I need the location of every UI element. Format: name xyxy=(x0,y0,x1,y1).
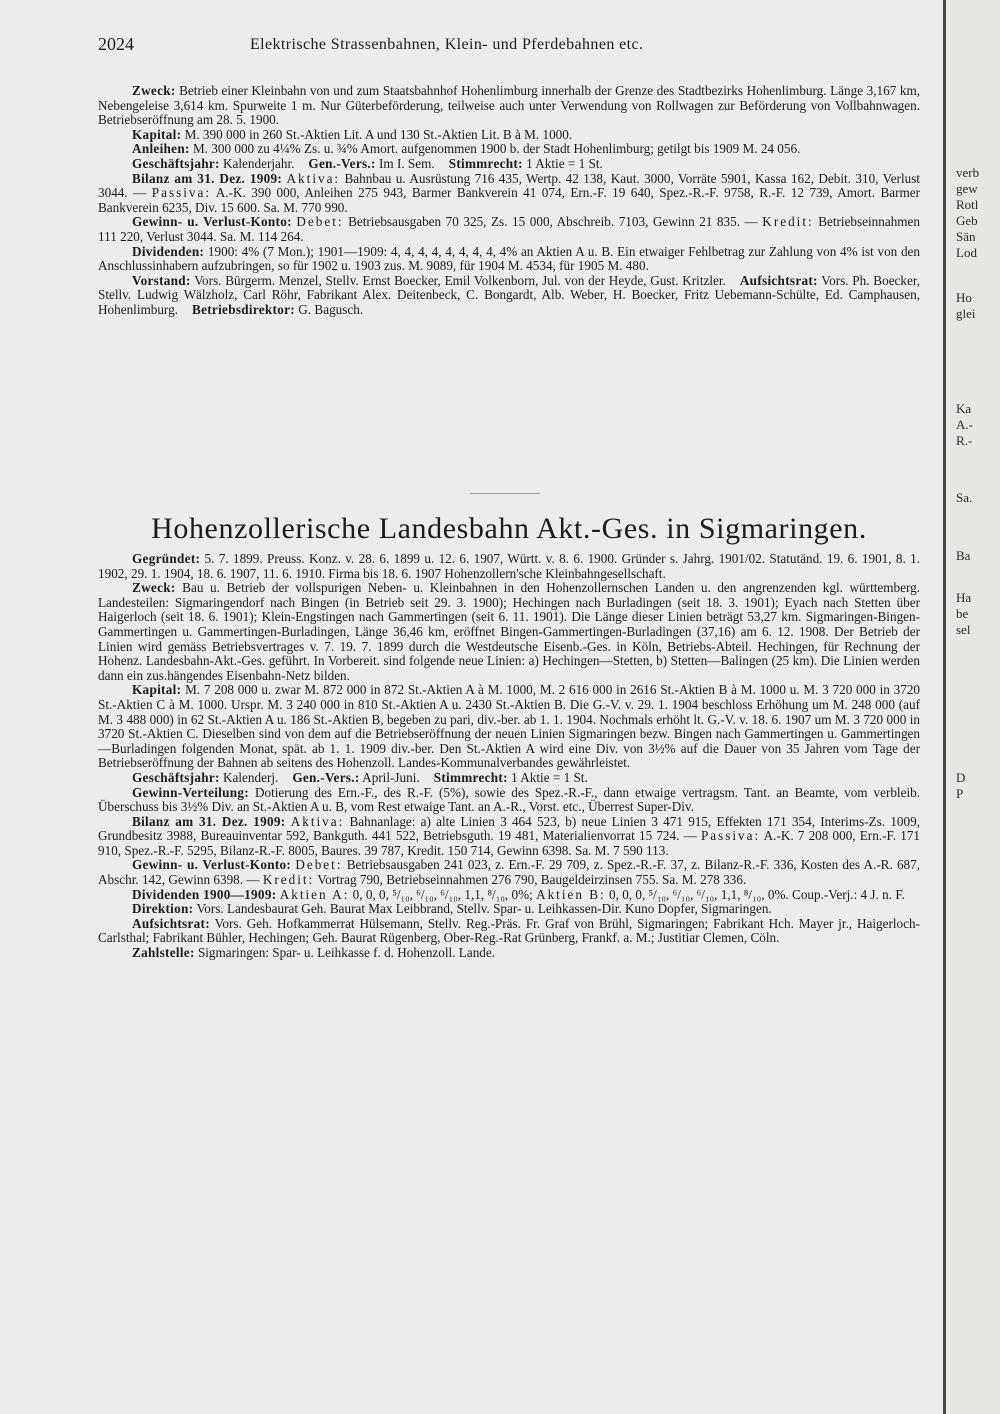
debet-label: Debet: xyxy=(296,214,344,230)
adjacent-fragment: sel xyxy=(956,622,971,637)
adjacent-fragment: R.- xyxy=(956,433,973,448)
text: 0, 0, 0, ⁵/₁₀, ⁶/₁₀, ⁶/₁₀, 1,1, ⁸/₁₀, 0%; xyxy=(352,886,533,902)
company2-zahlstelle xyxy=(98,946,920,961)
adjacent-fragment: glei xyxy=(956,306,976,321)
page-number: 2024 xyxy=(98,34,134,54)
text: 0, 0, 0, ⁵/₁₀, ⁶/₁₀, ⁶/₁₀, 1,1, ⁸/₁₀, 0%. Coup.-Verj.: 4 J. n. F. xyxy=(609,886,905,902)
adjacent-fragment: verb xyxy=(956,165,980,180)
running-title: Elektrische Strassenbahnen, Klein- und Pferdebahnen etc. xyxy=(250,36,644,53)
label: Aufsichtsrat: xyxy=(739,272,818,288)
adjacent-fragment: P xyxy=(956,786,964,801)
text: 5. 7. 1899. Preuss. Konz. v. 28. 6. 1899 u. 12. 6. 1907, Württ. v. 8. 6. 1900. Gründer s. Jahrg. 1901/02. Statutänd. 19. 6. 1901, 8. 1. 1902, 29. 1. 1904, 18. 6. 1907, 11. 6. 1910. Firma bis 18. 6. 1907 Hohenzollern'sche Kleinbahngesellschaft. xyxy=(98,551,921,581)
adjacent-fragment: Ba xyxy=(956,548,971,563)
text: Bahnanlage: a) alte Linien 3 464 523, b) neue Linien 3 471 915, Effekten 171 354, Interims-Zs. 1009, Grundbesitz 3988, Bureauinventar 592, Bankguth. 441 522, Betriebsguth. 19 481, Materialienvorrat 15 724. — xyxy=(98,813,921,844)
company1-entry xyxy=(98,84,920,318)
label: Gegründet: xyxy=(132,551,201,566)
text: M. 7 208 000 u. zwar M. 872 000 in 872 St.-Aktien A à M. 1000, M. 2 616 000 in 2616 St.-Aktien B à M. 1000 u. M. 3 720 000 in 3720 St.-Aktien C à M. 1000. Urspr. M. 3 240 000 in 810 St.-Aktien A u. 2430 St.-Aktien B. Die G.-V. v. 29. 1. 1904 beschloss Erhöhung um M. 248 000 (auf M. 3 488 000) in 62 St.-Aktien A u. 186 St.-Aktien B, begeben zu pari, div.-ber. ab 1. 1. 1904. Nochmals erhöht lt. G.-V. v. 18. 6. 1907 um M. 3 720 000 in 3720 St.-Aktien C. Dieselben sind von dem auf die Betriebseröffnung der neuen Linien Sigmaringen bezw. Bingen nach Gammertingen u. Gammertingen—Burladingen folgenden Monat, spät. ab 1. 1. 1909 div.-ber. Den St.-Aktien A wird eine Div. von 3½% auf die Dauer von 35 Jahren vom Tage der Betriebseröffnung der Bahnen ab seitens des Hohenzoll. Landes-Kommunalverbandes gewährleistet. xyxy=(98,682,921,771)
adjacent-fragment: A.- xyxy=(956,417,973,432)
aktien-a-label: Aktien A: xyxy=(279,886,350,902)
company-heading: Hohenzollerische Landesbahn Akt.-Ges. in Sigmaringen. xyxy=(151,512,867,545)
debet-label: Debet: xyxy=(295,857,343,873)
text: Vors. Landesbaurat Geh. Baurat Max Leibbrand, Stellv. Spar- u. Leihkassen-Dir. Kuno Dopfer, Sigmaringen. xyxy=(196,901,772,917)
adjacent-fragment: Geb xyxy=(956,213,978,228)
page-gutter xyxy=(943,0,946,1414)
company1-guv xyxy=(98,215,920,244)
label: Direktion: xyxy=(132,901,194,917)
text: 1 Aktie = 1 St. xyxy=(526,155,603,171)
company1-vorstand xyxy=(98,274,920,318)
text: Im I. Sem. xyxy=(379,155,435,171)
aktien-b-label: Aktien B: xyxy=(536,886,606,902)
running-header xyxy=(98,34,918,58)
text: A.-K. 7 208 000, Ern.-F. 171 910, Spez.-R.-F. 5295, Bilanz-R.-F. 8005, Baures. 39 787, Kredit. 150 714, Gewinn 6398. Sa. M. 7 590 113. xyxy=(98,828,921,858)
kredit-label: Kredit: xyxy=(262,872,315,888)
text: Bahnbau u. Ausrüstung 716 435, Wertp. 42 138, Kaut. 3000, Vorräte 5901, Kassa 162, Debit. 310, Verlust 3044. — xyxy=(98,170,921,201)
text: Vortrag 790, Betriebseinnahmen 276 790, Baugeldeirzinsen 755. Sa. M. 278 336. xyxy=(317,872,747,888)
company2-bilanz xyxy=(98,815,920,859)
label: Gen.-Vers.: xyxy=(292,769,360,785)
text: Betrieb einer Kleinbahn von und zum Staatsbahnhof Hohenlimburg innerhalb der Grenze des Stadtbezirks Hohenlimburg. Länge 3,167 km, Nebengeleise 3,614 km. Spurweite 1 m. Nur Güterbeförderung, teilweise auch unter Verwendung von Rollwagen zur Beförderung von Vollbahnwagen. Betriebseröffnung am 28. 5. 1900. xyxy=(98,83,920,128)
label: Zweck: xyxy=(132,580,176,596)
text: Betriebsausgaben 70 325, Zs. 15 000, Abschreib. 7103, Gewinn 21 835. — xyxy=(348,214,758,230)
text: Sigmaringen: Spar- u. Leihkasse f. d. Hohenzoll. Lande. xyxy=(197,945,496,961)
text: 1 Aktie = 1 St. xyxy=(511,769,588,785)
passiva-label: Passiva: xyxy=(151,185,212,201)
text: 1900: 4% (7 Mon.); 1901—1909: 4, 4, 4, 4, 4, 4, 4, 4, 4% an Aktien A u. B. Ein etwaiger Fehlbetrag zur Zahlung von 4% ist von den Anschlussinhabern aufzubringen, so für 1902 u. 1903 zus. M. 9089, für 1904 M. 4534, für 1905 M. 480. xyxy=(98,243,921,274)
text: Vors. Geh. Hofkammerrat Hülsemann, Stellv. Reg.-Präs. Fr. Graf von Brühl, Sigmaringen; Fabrikant Hch. Mayer jr., Haigerloch-Carlsthal; Fabrikant Bühler, Hechingen; Geh. Baurat Rügenberg, Ober-Reg.-Rat Grünberg, Frankf. a. M.; Justitiar Clemen, Cöln. xyxy=(98,915,920,946)
text: A.-K. 390 000, Anleihen 275 943, Barmer Bankverein 41 074, Ern.-F. 19 640, Spez.-R.-F. 9758, R.-F. 12 739, Amort. Barmer Bankverein 6235, Div. 15 600. Sa. M. 770 990. xyxy=(98,185,920,215)
text: Kalenderjahr. xyxy=(223,155,295,171)
label: Dividenden 1900—1909: xyxy=(132,886,277,902)
company2-gegruendet xyxy=(98,552,920,581)
label: Betriebsdirektor: xyxy=(191,301,295,317)
text: Vors. Ph. Boecker, Stellv. Ludwig Wälzholz, Carl Röhr, Fabrikant Alex. Deitenbeck, C. Bongardt, Alb. Weber, H. Boecker, Fritz Uebemann-Schülte, Ed. Camphausen, Hohenlimburg. xyxy=(98,272,921,317)
adjacent-fragment: Lod xyxy=(956,245,977,260)
adjacent-fragment: Sa. xyxy=(956,490,973,505)
label: Bilanz am 31. Dez. 1909: xyxy=(132,170,283,186)
label: Kapital: xyxy=(132,682,182,698)
label: Geschäftsjahr: xyxy=(132,769,220,785)
label: Vorstand: xyxy=(132,272,191,288)
label: Zweck: xyxy=(132,83,176,98)
text: Dotierung des Ern.-F., des R.-F. (5%), sowie des Spez.-R.-F., dann etwaige vertragsm. Tant. an Beamte, vom verbleib. Überschuss bis 3½% Div. an St.-Aktien A u. B, vom Rest etwaige Tant. an A.-R., Vorst. etc., Überrest Super-Div. xyxy=(98,784,920,815)
label: Aufsichtsrat: xyxy=(132,915,210,931)
text: Kalenderj. xyxy=(223,769,279,785)
company1-dividenden xyxy=(98,245,920,274)
company1-anleihen xyxy=(98,142,920,157)
adjacent-fragment: gew xyxy=(956,181,978,196)
text: G. Bagusch. xyxy=(298,301,364,317)
text: M. 390 000 in 260 St.-Aktien Lit. A und 130 St.-Aktien Lit. B à M. 1000. xyxy=(184,126,573,142)
adjacent-page-edge xyxy=(950,0,1000,1414)
label: Stimmrecht: xyxy=(433,769,508,785)
adjacent-fragment: Rotl xyxy=(956,197,979,212)
kredit-label: Kredit: xyxy=(762,214,814,230)
company2-dividenden xyxy=(98,888,920,903)
label: Stimmrecht: xyxy=(448,155,523,171)
text: Vors. Bürgerm. Menzel, Stellv. Ernst Boecker, Emil Volkenborn, Jul. von der Heyde, Gust. Kritzler. xyxy=(194,272,726,288)
company2-zweck xyxy=(98,581,920,683)
label: Geschäftsjahr: xyxy=(132,155,220,171)
company2-meta xyxy=(98,771,920,786)
company2-gewinnverteilung xyxy=(98,786,920,815)
label: Kapital: xyxy=(132,126,182,142)
company2-kapital xyxy=(98,683,920,771)
label: Bilanz am 31. Dez. 1909: xyxy=(132,813,286,829)
aktiva-label: Aktiva: xyxy=(290,813,345,829)
company1-bilanz xyxy=(98,172,920,216)
adjacent-fragment: be xyxy=(956,606,969,621)
adjacent-fragment: Ho xyxy=(956,290,972,305)
company2-direktion xyxy=(98,902,920,917)
company1-kapital xyxy=(98,128,920,143)
label: Gewinn-Verteilung: xyxy=(132,784,250,800)
text: Betriebsausgaben 241 023, z. Ern.-F. 29 709, z. Spez.-R.-F. 37, z. Bilanz-R.-F. 336, Kosten des A.-R. 687, Abschr. 142, Gewinn 6398. — xyxy=(98,857,921,888)
company2-aufsichtsrat xyxy=(98,917,920,946)
adjacent-fragment: Ka xyxy=(956,401,972,416)
aktiva-label: Aktiva: xyxy=(286,170,341,186)
text: Bau u. Betrieb der vollspurigen Neben- u. Kleinbahnen in den Hohenzollernschen Landen u. den angrenzenden kgl. württemberg. Landesteilen: Sigmaringendorf nach Bingen (in Betrieb seit 29. 3. 1900); Hechingen nach Burladingen (seit 18. 3. 1901); Eyach nach Stetten über Haigerloch (seit 18. 6. 1901); Klein-Engstingen nach Gammertingen (seit 6. 11. 1901). Die Länge dieser Linien beträgt 53,27 km. Sigmaringen-Bingen-Gammertingen u. Gammertingen-Burladingen, Länge 36,46 km, eröffnet Bingen-Gammertingen-Burladingen (37,16) am 6. 12. 1908. Der Betrieb der Linien wird gemäss Betriebsvertrages v. 7. 19. 7. 1899 durch die Westdeutsche Eisenb.-Ges. in Köln, Betriebs-Abteil. Hechingen, für Rechnung der Hohenz. Landesbahn-Akt.-Ges. geführt. In Vorbereit. sind folgende neue Linien: a) Hechingen—Stetten, b) Stetten—Balingen (25 km). Die Linien werden dann ein zus.hängendes Eisenbahn-Netz bilden. xyxy=(98,580,920,683)
company2-guv xyxy=(98,858,920,887)
section-divider xyxy=(470,493,540,494)
label: Zahlstelle: xyxy=(132,945,195,961)
company2-entry xyxy=(98,552,920,961)
adjacent-fragment: Sän xyxy=(956,229,976,244)
label: Gen.-Vers.: xyxy=(308,155,376,171)
adjacent-fragment: D xyxy=(956,770,966,785)
text: M. 300 000 zu 4¼% Zs. u. ¾% Amort. aufgenommen 1900 b. der Stadt Hohenlimburg; getilgt bis 1909 M. 24 056. xyxy=(192,141,801,157)
label: Anleihen: xyxy=(132,141,190,157)
text: April-Juni. xyxy=(362,769,420,785)
label: Gewinn- u. Verlust-Konto: xyxy=(132,857,292,873)
text: Betriebseinnahmen 111 220, Verlust 3044. Sa. M. 114 264. xyxy=(98,214,921,244)
label: Dividenden: xyxy=(132,243,205,259)
label: Gewinn- u. Verlust-Konto: xyxy=(132,214,292,230)
passiva-label: Passiva: xyxy=(700,828,761,844)
company1-meta xyxy=(98,157,920,172)
company1-zweck xyxy=(98,84,920,128)
adjacent-fragment: Ha xyxy=(956,590,972,605)
